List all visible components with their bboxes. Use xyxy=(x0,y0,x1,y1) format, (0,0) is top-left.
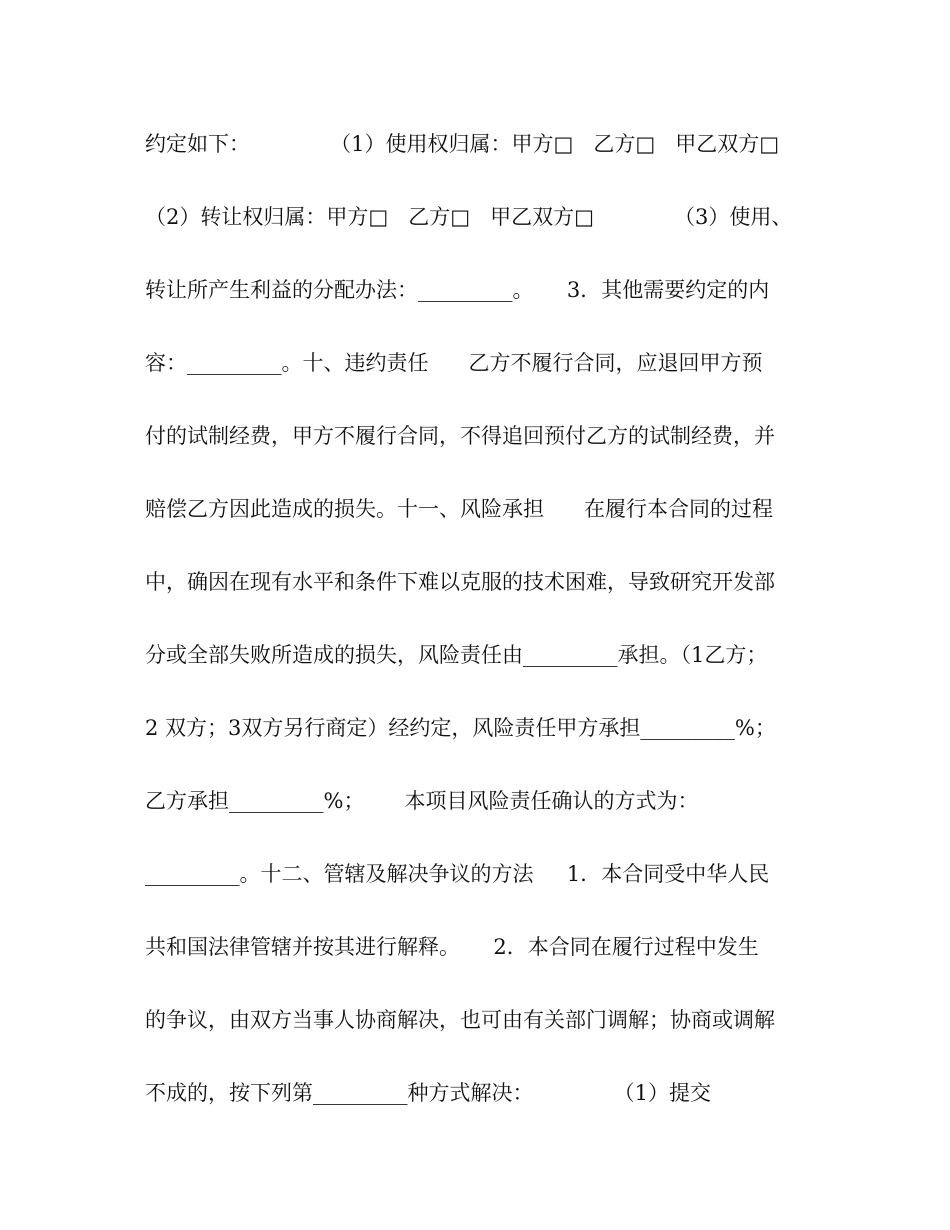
text-line: 共和国法律管辖并按其进行解释。 2．本合同在履行过程中发生 xyxy=(145,935,759,959)
contract-text-block xyxy=(145,122,805,1144)
text-line: _________。十二、管辖及解决争议的方法 1．本合同受中华人民 xyxy=(145,862,770,886)
text-line: 约定如下： （1）使用权归属：甲方□ 乙方□ 甲乙双方□ xyxy=(145,132,780,156)
text-line: 分或全部失败所造成的损失，风险责任由_________承担。（1乙方； xyxy=(145,643,768,667)
text-line: 付的试制经费，甲方不履行合同，不得追回预付乙方的试制经费，并 xyxy=(145,424,775,448)
text-line: （2）转让权归属：甲方□ 乙方□ 甲乙双方□ （3）使用、 xyxy=(145,205,793,229)
text-line: 的争议，由双方当事人协商解决，也可由有关部门调解；协商或调解 xyxy=(145,1008,775,1032)
text-line: 不成的，按下列第_________种方式解决： （1）提交 xyxy=(145,1081,711,1105)
text-line: 乙方承担_________%； 本项目风险责任确认的方式为： xyxy=(145,789,699,813)
text-line: 赔偿乙方因此造成的损失。十一、风险承担 在履行本合同的过程 xyxy=(145,497,774,521)
text-line: 中，确因在现有水平和条件下难以克服的技术困难，导致研究开发部 xyxy=(145,570,775,594)
text-line: 转让所产生利益的分配办法：_________。 3．其他需要约定的内 xyxy=(145,278,770,302)
text-line: 容：_________。十、违约责任 乙方不履行合同，应退回甲方预 xyxy=(145,351,763,375)
text-line: 2 双方；3双方另行商定）经约定，风险责任甲方承担_________%； xyxy=(145,716,776,740)
